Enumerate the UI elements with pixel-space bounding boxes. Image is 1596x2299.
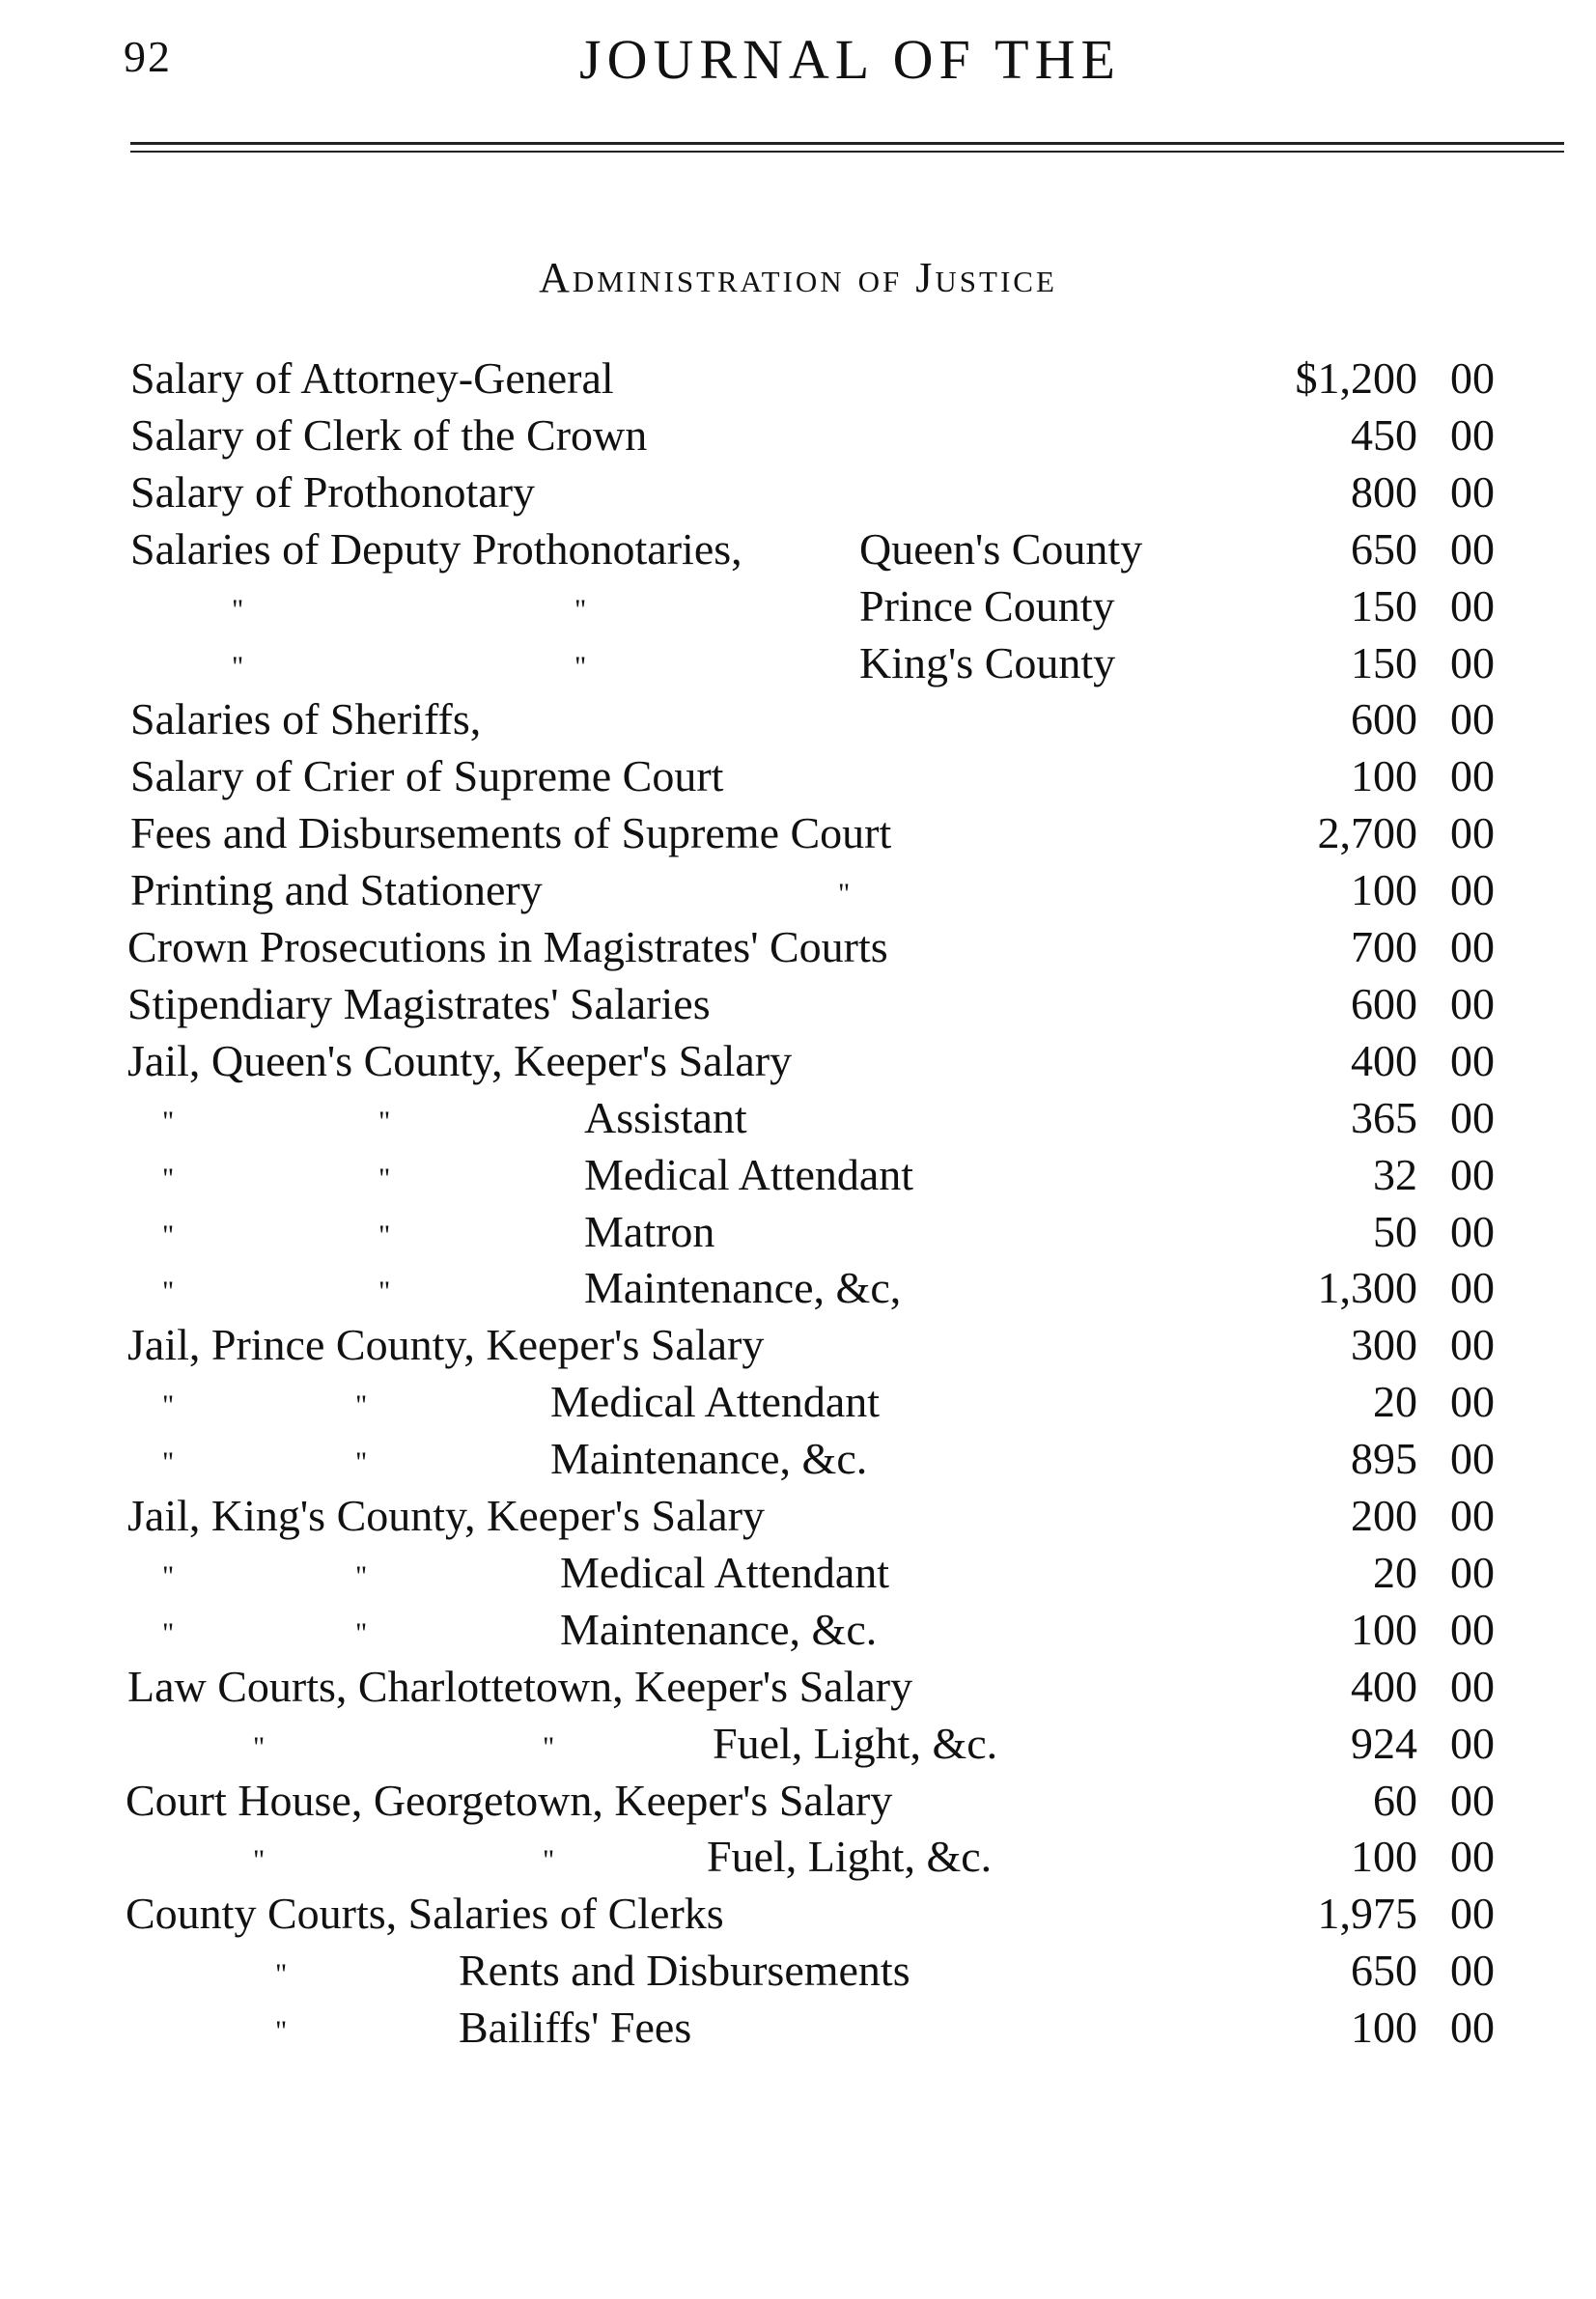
appropriation-line bbox=[0, 1376, 1596, 1432]
appropriation-line bbox=[0, 466, 1596, 522]
amount-cents: 00 bbox=[1450, 1320, 1495, 1370]
line-item-amount bbox=[1351, 921, 1495, 972]
ditto-mark: " bbox=[232, 593, 244, 626]
amount-dollars: 365 bbox=[1351, 1092, 1417, 1142]
amount-cents: 00 bbox=[1450, 466, 1495, 517]
amount-cents: 00 bbox=[1450, 1661, 1495, 1711]
amount-dollars: 20 bbox=[1373, 1547, 1417, 1597]
appropriation-line bbox=[0, 750, 1596, 806]
line-item-label: Court House, Georgetown, Keeper's Salary bbox=[126, 1775, 893, 1825]
line-item-amount bbox=[1351, 1433, 1495, 1484]
appropriation-line bbox=[0, 693, 1596, 749]
amount-dollars: 60 bbox=[1373, 1775, 1417, 1825]
amount-cents: 00 bbox=[1450, 353, 1495, 403]
line-item-label: Law Courts, Charlottetown, Keeper's Salary bbox=[127, 1661, 913, 1711]
line-item-amount bbox=[1351, 1035, 1495, 1086]
amount-dollars: 20 bbox=[1373, 1377, 1417, 1427]
amount-dollars: 800 bbox=[1351, 466, 1417, 517]
amount-dollars: 400 bbox=[1351, 1035, 1417, 1085]
amount-dollars: 150 bbox=[1351, 580, 1417, 631]
line-item-amount bbox=[1351, 409, 1495, 461]
line-item-label: County Courts, Salaries of Clerks bbox=[126, 1889, 724, 1939]
amount-cents: 00 bbox=[1450, 1035, 1495, 1085]
appropriation-line bbox=[0, 807, 1596, 863]
section-title: Administration of Justice bbox=[539, 254, 1057, 301]
amount-dollars: 1,300 bbox=[1317, 1263, 1417, 1313]
appropriation-line bbox=[0, 409, 1596, 465]
line-item-amount bbox=[1351, 1831, 1495, 1882]
ditto-mark: " bbox=[162, 1162, 175, 1194]
appropriation-line bbox=[0, 1945, 1596, 2001]
header-rule bbox=[130, 142, 1564, 145]
appropriation-line bbox=[0, 523, 1596, 579]
line-item-label: Fuel, Light, &c. bbox=[707, 1832, 993, 1882]
line-item-amount bbox=[1351, 693, 1495, 744]
amount-cents: 00 bbox=[1450, 1604, 1495, 1654]
line-item-amount bbox=[1351, 1945, 1495, 1996]
line-item-label: Prince County bbox=[859, 580, 1115, 631]
amount-dollars: 700 bbox=[1351, 922, 1417, 971]
ditto-mark: " bbox=[378, 1105, 391, 1137]
appropriation-line bbox=[0, 1888, 1596, 1944]
amount-dollars: 200 bbox=[1351, 1491, 1417, 1540]
ditto-mark: " bbox=[378, 1219, 391, 1251]
ditto-mark: " bbox=[574, 650, 587, 683]
line-item-label: Salary of Clerk of the Crown bbox=[130, 409, 648, 460]
ditto-mark: " bbox=[275, 1958, 288, 1991]
line-item-amount bbox=[1351, 1319, 1495, 1370]
line-item-label: Jail, Queen's County, Keeper's Salary bbox=[127, 1035, 793, 1085]
line-item-amount bbox=[1351, 750, 1495, 801]
line-item-amount bbox=[1351, 864, 1495, 915]
line-item-label: Salaries of Deputy Prothonotaries, bbox=[130, 523, 742, 574]
amount-cents: 00 bbox=[1450, 1092, 1495, 1142]
amount-cents: 00 bbox=[1450, 1206, 1495, 1256]
line-item-label: Salary of Crier of Supreme Court bbox=[130, 751, 724, 801]
amount-dollars: $1,200 bbox=[1295, 353, 1417, 403]
appropriation-line bbox=[0, 1035, 1596, 1091]
amount-cents: 00 bbox=[1450, 1434, 1495, 1484]
ditto-mark: " bbox=[378, 1162, 391, 1194]
appropriation-line bbox=[0, 1604, 1596, 1660]
appropriation-line bbox=[0, 1206, 1596, 1262]
running-head: JOURNAL OF THE bbox=[579, 28, 1121, 91]
appropriation-line bbox=[0, 1661, 1596, 1717]
ditto-mark: " bbox=[253, 1730, 266, 1763]
line-item-amount bbox=[1318, 1888, 1496, 1939]
amount-cents: 00 bbox=[1450, 2003, 1495, 2053]
amount-cents: 00 bbox=[1450, 1149, 1495, 1199]
ditto-mark: " bbox=[162, 1389, 175, 1422]
ditto-mark: " bbox=[355, 1559, 368, 1592]
amount-cents: 00 bbox=[1450, 1775, 1495, 1825]
line-item-label: Fees and Disbursements of Supreme Court bbox=[130, 808, 892, 858]
amount-cents: 00 bbox=[1450, 808, 1495, 858]
line-item-amount bbox=[1351, 1490, 1495, 1541]
amount-cents: 00 bbox=[1450, 978, 1495, 1028]
ditto-mark: " bbox=[162, 1276, 175, 1308]
ditto-mark: " bbox=[232, 650, 244, 683]
line-item-label: Fuel, Light, &c. bbox=[713, 1718, 998, 1768]
header-rule bbox=[130, 151, 1564, 153]
amount-cents: 00 bbox=[1450, 1832, 1495, 1882]
ditto-mark: " bbox=[253, 1844, 266, 1877]
line-item-amount bbox=[1318, 1262, 1496, 1313]
line-item-amount bbox=[1296, 352, 1496, 404]
line-item-amount bbox=[1373, 1376, 1495, 1427]
ditto-mark: " bbox=[162, 1219, 175, 1251]
amount-cents: 00 bbox=[1450, 865, 1495, 915]
line-item-label: Salaries of Sheriffs, bbox=[130, 694, 482, 744]
ditto-mark: " bbox=[275, 2015, 288, 2048]
ditto-mark: " bbox=[543, 1844, 555, 1877]
line-item-amount bbox=[1351, 637, 1495, 688]
line-item-label: Jail, Prince County, Keeper's Salary bbox=[127, 1320, 765, 1370]
line-item-amount bbox=[1351, 2002, 1495, 2053]
amount-cents: 00 bbox=[1450, 1889, 1495, 1939]
ditto-mark: " bbox=[378, 1276, 391, 1308]
line-item-label: Medical Attendant bbox=[550, 1377, 881, 1427]
ditto-mark: " bbox=[355, 1616, 368, 1649]
line-item-label: Jail, King's County, Keeper's Salary bbox=[127, 1491, 766, 1540]
amount-dollars: 32 bbox=[1373, 1149, 1417, 1199]
appropriation-line bbox=[0, 2002, 1596, 2058]
line-item-amount bbox=[1351, 466, 1495, 518]
amount-dollars: 2,700 bbox=[1317, 808, 1417, 858]
amount-dollars: 300 bbox=[1351, 1320, 1417, 1370]
appropriation-line bbox=[0, 1319, 1596, 1375]
amount-dollars: 450 bbox=[1351, 409, 1417, 460]
amount-dollars: 650 bbox=[1351, 1946, 1417, 1996]
amount-cents: 00 bbox=[1450, 637, 1495, 687]
amount-dollars: 600 bbox=[1351, 694, 1417, 744]
appropriation-line bbox=[0, 1433, 1596, 1489]
appropriation-line bbox=[0, 1547, 1596, 1603]
ditto-mark: " bbox=[162, 1105, 175, 1137]
line-item-amount bbox=[1351, 1092, 1495, 1143]
appropriation-line bbox=[0, 921, 1596, 977]
line-item-amount bbox=[1373, 1775, 1495, 1826]
amount-cents: 00 bbox=[1450, 523, 1495, 574]
line-item-label: Bailiffs' Fees bbox=[459, 2003, 692, 2053]
ditto-mark: " bbox=[162, 1559, 175, 1592]
amount-cents: 00 bbox=[1450, 922, 1495, 971]
amount-cents: 00 bbox=[1450, 1263, 1495, 1313]
line-item-label: Printing and Stationery bbox=[130, 865, 543, 915]
line-item-label: King's County bbox=[859, 637, 1116, 687]
line-item-amount bbox=[1318, 807, 1496, 858]
line-item-label: Salary of Attorney-General bbox=[130, 353, 614, 403]
amount-dollars: 100 bbox=[1351, 2003, 1417, 2053]
ditto-mark: " bbox=[574, 593, 587, 626]
amount-dollars: 650 bbox=[1351, 523, 1417, 574]
line-item-amount bbox=[1351, 1661, 1495, 1712]
appropriation-line bbox=[0, 1149, 1596, 1205]
amount-cents: 00 bbox=[1450, 1718, 1495, 1768]
line-item-amount bbox=[1373, 1149, 1495, 1200]
appropriation-line bbox=[0, 1092, 1596, 1148]
ditto-mark: " bbox=[838, 878, 851, 911]
appropriation-line bbox=[0, 352, 1596, 408]
amount-cents: 00 bbox=[1450, 1377, 1495, 1427]
amount-dollars: 924 bbox=[1351, 1718, 1417, 1768]
amount-dollars: 100 bbox=[1351, 751, 1417, 801]
line-item-amount bbox=[1351, 580, 1495, 631]
amount-cents: 00 bbox=[1450, 751, 1495, 801]
line-item-label: Rents and Disbursements bbox=[459, 1946, 910, 1996]
line-item-label: Medical Attendant bbox=[584, 1149, 914, 1199]
line-item-label: Stipendiary Magistrates' Salaries bbox=[127, 978, 711, 1028]
line-item-label: Crown Prosecutions in Magistrates' Courts bbox=[127, 922, 888, 971]
line-item-label: Queen's County bbox=[859, 523, 1143, 574]
line-item-amount bbox=[1351, 978, 1495, 1029]
amount-dollars: 50 bbox=[1373, 1206, 1417, 1256]
appropriation-line bbox=[0, 1262, 1596, 1318]
amount-cents: 00 bbox=[1450, 694, 1495, 744]
amount-dollars: 100 bbox=[1351, 865, 1417, 915]
line-item-label: Maintenance, &c. bbox=[560, 1604, 878, 1654]
amount-cents: 00 bbox=[1450, 580, 1495, 631]
line-item-label: Maintenance, &c. bbox=[550, 1434, 868, 1484]
line-item-label: Maintenance, &c, bbox=[584, 1263, 902, 1313]
line-item-amount bbox=[1351, 1718, 1495, 1769]
amount-cents: 00 bbox=[1450, 409, 1495, 460]
ditto-mark: " bbox=[355, 1446, 368, 1479]
appropriation-line bbox=[0, 1831, 1596, 1887]
amount-dollars: 895 bbox=[1351, 1434, 1417, 1484]
amount-cents: 00 bbox=[1450, 1491, 1495, 1540]
ditto-mark: " bbox=[162, 1616, 175, 1649]
amount-dollars: 100 bbox=[1351, 1604, 1417, 1654]
appropriation-line bbox=[0, 637, 1596, 693]
amount-dollars: 400 bbox=[1351, 1661, 1417, 1711]
amount-dollars: 150 bbox=[1351, 637, 1417, 687]
line-item-amount bbox=[1373, 1206, 1495, 1257]
amount-dollars: 100 bbox=[1351, 1832, 1417, 1882]
appropriation-line bbox=[0, 1490, 1596, 1546]
appropriation-line bbox=[0, 1718, 1596, 1774]
line-item-amount bbox=[1373, 1547, 1495, 1598]
amount-dollars: 600 bbox=[1351, 978, 1417, 1028]
appropriation-line bbox=[0, 978, 1596, 1034]
line-item-label: Matron bbox=[584, 1206, 715, 1256]
line-item-label: Assistant bbox=[584, 1092, 747, 1142]
ditto-mark: " bbox=[355, 1389, 368, 1422]
ditto-mark: " bbox=[543, 1730, 555, 1763]
line-item-amount bbox=[1351, 1604, 1495, 1655]
appropriation-line bbox=[0, 864, 1596, 920]
line-item-amount bbox=[1351, 523, 1495, 575]
amount-cents: 00 bbox=[1450, 1946, 1495, 1996]
appropriation-line bbox=[0, 1775, 1596, 1831]
page-number: 92 bbox=[124, 32, 172, 81]
amount-cents: 00 bbox=[1450, 1547, 1495, 1597]
amount-dollars: 1,975 bbox=[1317, 1889, 1417, 1939]
appropriation-line bbox=[0, 580, 1596, 636]
line-item-label: Medical Attendant bbox=[560, 1547, 890, 1597]
ditto-mark: " bbox=[162, 1446, 175, 1479]
line-item-label: Salary of Prothonotary bbox=[130, 466, 536, 517]
